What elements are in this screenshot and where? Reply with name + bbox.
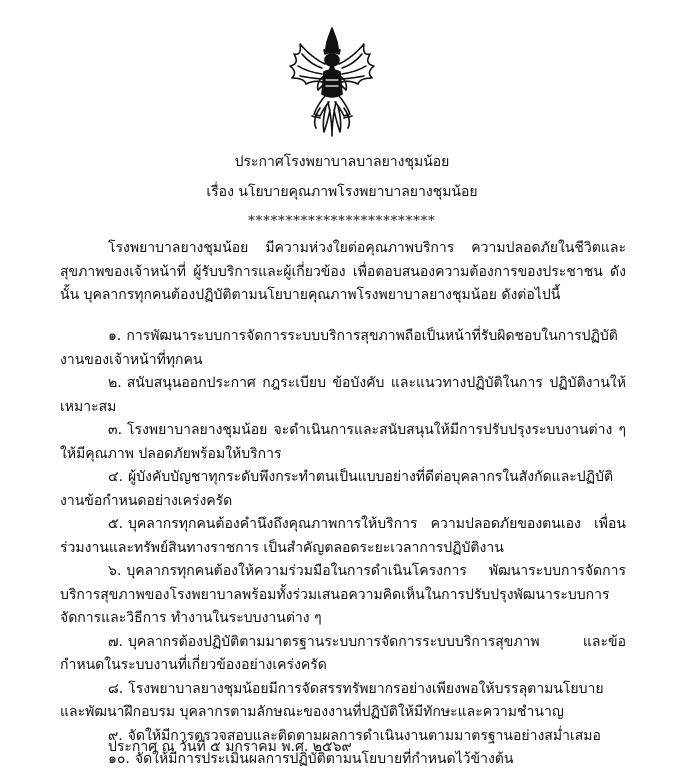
item-text: การพัฒนาระบบการจัดการระบบบริการสุขภาพถือเป็นหน้าที่รับผิดชอบในการปฏิบัติงานของเจ้าหน้าที่ทุกคน [60,328,618,368]
item-text: บุคลากรต้องปฏิบัติตามมาตรฐานระบบการจัดการระบบบริการสุขภาพ และข้อกำหนดในระบบงานที่เกี่ยวข้องอย่างเคร่งครัด [60,633,626,673]
item-number: ๑๐. [108,751,130,767]
list-item [60,372,626,419]
item-number: ๔. [108,469,124,485]
document-subject: เรื่อง นโยบายคุณภาพโรงพยาบาลยางชุมน้อย [206,184,478,200]
item-number: ๕. [108,516,124,532]
item-text: จัดให้มีการประเมินผลการปฏิบัติตามนโยบายที่กำหนดไว้ข้างต้น [134,751,514,767]
list-item [60,678,626,725]
list-item [60,419,626,466]
item-text: สนับสนุนออกประกาศ กฎระเบียบ ข้อบังคับ และแนวทางปฏิบัติในการ ปฏิบัติงานให้เหมาะสม [60,375,626,415]
item-text: บุคลากรทุกคนต้องคำนึงถึงคุณภาพการให้บริการ ความปลอดภัยของตนเอง เพื่อนร่วมงานและทรัพย์สินทางราชการ เป็นสำคัญตลอดระยะเวลาการปฏิบัติงาน [60,516,626,556]
item-text: โรงพยาบาลยางชุมน้อยมีการจัดสรรทรัพยากรอย่างเพียงพอให้บรรลุตามนโยบายและพัฒนาฝึกอบรม บุคลากรตามลักษณะของงานที่ปฏิบัติให้มีทักษะและความชำนาญ [60,680,604,720]
policy-list [60,325,626,772]
list-item [60,513,626,560]
item-text: บุคลากรทุกคนต้องให้ความร่วมมือในการดำเนินโครงการ พัฒนาระบบการจัดการบริการสุขภาพของโรงพยาบาลพร้อมทั้งร่วมเสนอความคิดเห็นในการปรับปรุงพัฒนาระบบการจัดการและวิธีการ ทำงานในระบบงานต่าง ๆ [60,563,626,626]
item-number: ๙. [108,727,123,744]
list-item [60,631,626,678]
page-title: ประกาศโรงพยาบาลบาลยางชุมน้อย [234,154,450,170]
item-number: ๘. [108,680,124,697]
list-item [60,560,626,631]
list-item [60,325,626,372]
item-text: ผู้บังคับบัญชาทุกระดับพึงกระทำตนเป็นแบบอย่างที่ดีต่อบุคลากรในสังกัดและปฏิบัติงานข้อกำหนดอย่างเคร่งครัด [60,469,614,509]
item-number: ๑. [108,328,122,344]
list-item [60,466,626,513]
item-number: ๓. [108,422,123,438]
garuda-emblem-icon [282,24,382,140]
item-number: ๖. [108,563,122,579]
intro-paragraph: โรงพยาบาลยางชุมน้อย มีความห่วงใยต่อคุณภาพบริการ ความปลอดภัยในชีวิตและสุขภาพของเจ้าหน้าที่ ผู้รับบริการและผู้เกี่ยวข้อง เพื่อตอบสนองความต้องการของประชาชน ดังนั้น บุคลากรทุกคนต้องปฏิบัติตามนโยบายคุณภาพโรงพยาบาลยางชุมน้อย ดังต่อไปนี้ [60,240,626,303]
item-number: ๒. [108,375,122,391]
item-number: ๗. [108,633,123,650]
item-text: โรงพยาบาลยางชุมน้อย จะดำเนินการและสนับสนุนให้มีการปรับปรุงระบบงานต่าง ๆ ให้มีคุณภาพ ปลอดภัยพร้อมให้บริการ [60,422,626,462]
item-text: จัดให้มีการตรวจสอบและติดตามผลการดำเนินงานตามมาตรฐานอย่างสม่ำเสมอ [127,727,601,744]
announcement-date: ประกาศ ณ วันที่ ๕ มกราคม พ.ศ. ๒๕๖๙ [108,739,352,755]
separator-stars: ************************* [248,214,436,229]
